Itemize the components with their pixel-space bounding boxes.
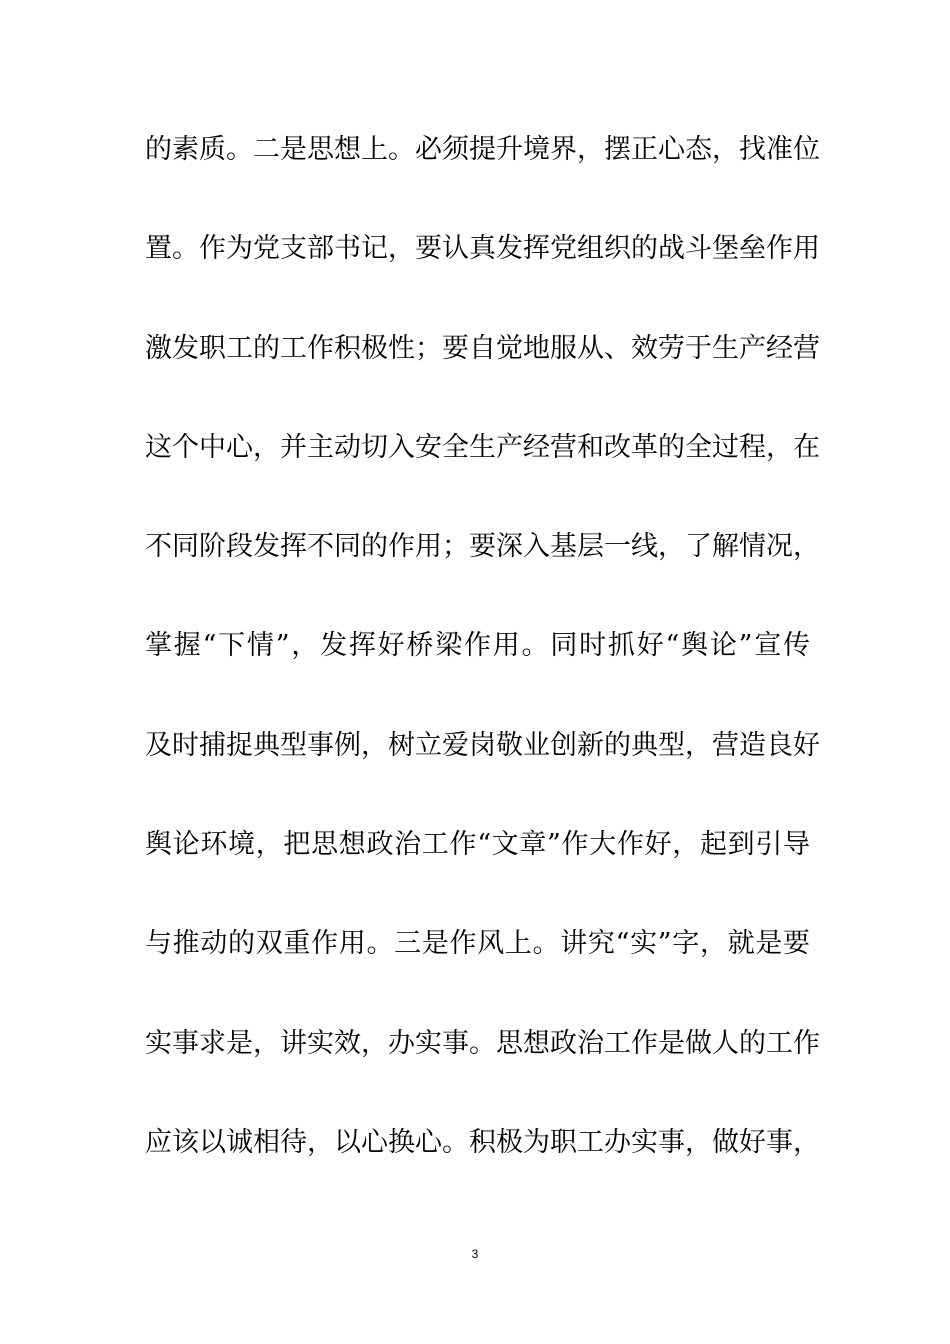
page-number: 3	[471, 1247, 479, 1261]
text-line: 的素质。二是思想上。必须提升境界，摆正心态，找准位	[145, 134, 820, 165]
text-line: 不同阶段发挥不同的作用；要深入基层一线，了解情况，	[145, 531, 820, 563]
text-line: 掌握“下情”，发挥好桥梁作用。同时抓好“舆论”宣传	[145, 630, 810, 662]
text-line: 及时捕捉典型事例，树立爱岗敬业创新的典型，营造良好	[145, 729, 820, 761]
text-line: 激发职工的工作积极性；要自觉地服从、效劳于生产经营	[145, 332, 820, 364]
text-line: 与推动的双重作用。三是作风上。讲究“实”字，就是要	[145, 928, 810, 960]
text-line: 这个中心，并主动切入安全生产经营和改革的全过程，在	[145, 431, 820, 463]
text-line: 实事求是，讲实效，办实事。思想政治工作是做人的工作	[145, 1027, 820, 1059]
body-text	[145, 125, 820, 1217]
text-line: 置。作为党支部书记，要认真发挥党组织的战斗堡垒作用	[145, 233, 820, 265]
text-line: 应该以诚相待，以心换心。积极为职工办实事，做好事，	[145, 1126, 820, 1158]
text-line: 舆论环境，把思想政治工作“文章”作大作好，起到引导	[145, 829, 810, 861]
